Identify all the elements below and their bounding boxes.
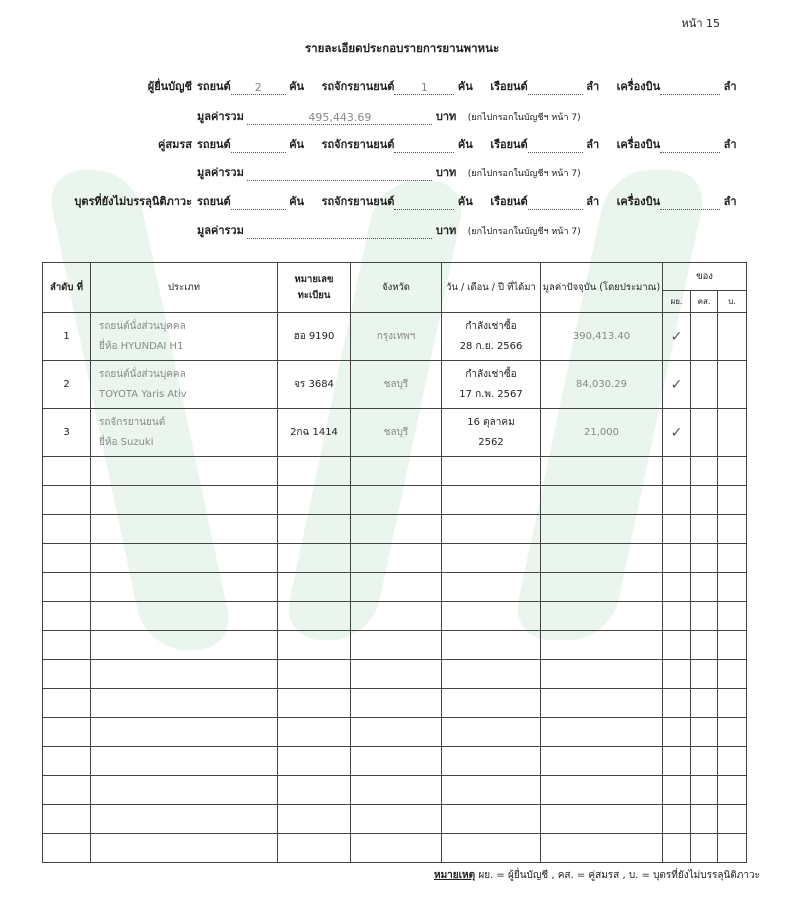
label-unit: คัน <box>457 138 473 151</box>
empty-cell <box>718 573 747 602</box>
label-baht: บาท <box>435 110 457 123</box>
brand-text: ยี่ห้อ Suzuki <box>99 436 154 448</box>
empty-cell <box>442 486 541 515</box>
empty-cell <box>541 602 663 631</box>
empty-cell <box>718 515 747 544</box>
empty-cell <box>442 747 541 776</box>
cell-plate: 2กฉ 1414 <box>278 409 351 457</box>
empty-cell <box>663 515 691 544</box>
plane-count-field[interactable] <box>660 197 720 210</box>
empty-cell <box>541 457 663 486</box>
empty-row <box>43 457 747 486</box>
empty-cell <box>718 602 747 631</box>
cell-owner-child <box>718 361 747 409</box>
empty-row <box>43 805 747 834</box>
empty-cell <box>351 834 442 863</box>
empty-cell <box>351 544 442 573</box>
empty-cell <box>541 544 663 573</box>
empty-cell <box>351 486 442 515</box>
empty-cell <box>691 689 718 718</box>
empty-cell <box>541 515 663 544</box>
empty-cell <box>351 718 442 747</box>
empty-cell <box>541 660 663 689</box>
empty-cell <box>91 631 278 660</box>
empty-cell <box>663 689 691 718</box>
empty-row <box>43 602 747 631</box>
boat-count-field[interactable] <box>528 140 583 153</box>
empty-cell <box>442 457 541 486</box>
cell-province: กรุงเทพฯ <box>351 313 442 361</box>
empty-cell <box>351 689 442 718</box>
type-text: รถยนต์นั่งส่วนบุคคล <box>99 368 186 380</box>
date-line: กำลังเช่าซื้อ <box>465 368 517 380</box>
car-count-field[interactable]: 2 <box>231 82 286 95</box>
header-date: วัน / เดือน / ปี ที่ได้มา <box>442 263 541 313</box>
empty-cell <box>91 776 278 805</box>
carry-note: (ยกไปกรอกในบัญชีฯ หน้า 7) <box>467 113 581 123</box>
empty-cell <box>278 689 351 718</box>
cell-type <box>91 361 278 409</box>
empty-cell <box>91 805 278 834</box>
empty-cell <box>43 544 91 573</box>
empty-row <box>43 834 747 863</box>
empty-cell <box>278 573 351 602</box>
empty-row <box>43 689 747 718</box>
group-counts <box>197 135 737 153</box>
date-line: 16 ตุลาคม <box>467 416 515 428</box>
empty-cell <box>442 660 541 689</box>
label-total: มูลค่ารวม <box>197 166 244 179</box>
label-unit: ลำ <box>723 138 737 151</box>
empty-cell <box>278 631 351 660</box>
header-province: จังหวัด <box>351 263 442 313</box>
empty-cell <box>351 573 442 602</box>
label-baht: บาท <box>435 224 457 237</box>
empty-row <box>43 631 747 660</box>
cell-type <box>91 313 278 361</box>
header-plate: หมายเลข ทะเบียน <box>278 263 351 313</box>
empty-cell <box>351 660 442 689</box>
footer-text: ผย. = ผู้ยื่นบัญชี , คส. = คู่สมรส , บ. = บุตรที่ยังไม่บรรลุนิติภาวะ <box>475 870 760 881</box>
motorcycle-count-field[interactable] <box>394 197 454 210</box>
boat-count-field[interactable] <box>528 82 583 95</box>
total-value-field[interactable]: 495,443.69 <box>247 112 432 125</box>
empty-cell <box>278 602 351 631</box>
header-owner-spouse: คส. <box>691 291 718 313</box>
empty-cell <box>442 805 541 834</box>
empty-cell <box>442 515 541 544</box>
label-unit: ลำ <box>723 195 737 208</box>
empty-row <box>43 776 747 805</box>
empty-cell <box>351 631 442 660</box>
empty-cell <box>43 834 91 863</box>
empty-cell <box>43 776 91 805</box>
empty-cell <box>91 486 278 515</box>
header-no: ลำดับ ที่ <box>43 263 91 313</box>
empty-cell <box>691 573 718 602</box>
label-unit: คัน <box>457 195 473 208</box>
label-unit: ลำ <box>586 80 600 93</box>
label-plane: เครื่องบิน <box>616 80 661 93</box>
empty-cell <box>43 631 91 660</box>
header-type: ประเภท <box>91 263 278 313</box>
cell-date <box>442 409 541 457</box>
table-row <box>43 409 747 457</box>
empty-cell <box>351 776 442 805</box>
total-value-field[interactable] <box>247 226 432 239</box>
empty-cell <box>718 660 747 689</box>
empty-cell <box>43 718 91 747</box>
empty-cell <box>663 747 691 776</box>
type-text: รถจักรยานยนต์ <box>99 416 166 428</box>
empty-cell <box>691 544 718 573</box>
empty-cell <box>691 457 718 486</box>
label-boat: เรือยนต์ <box>490 195 528 208</box>
empty-cell <box>663 631 691 660</box>
boat-count-field[interactable] <box>528 197 583 210</box>
empty-cell <box>43 747 91 776</box>
empty-cell <box>541 805 663 834</box>
label-plane: เครื่องบิน <box>616 195 661 208</box>
empty-cell <box>351 805 442 834</box>
cell-owner-child <box>718 313 747 361</box>
empty-cell <box>541 486 663 515</box>
carry-note: (ยกไปกรอกในบัญชีฯ หน้า 7) <box>467 227 581 237</box>
header-owner-self: ผย. <box>663 291 691 313</box>
label-car: รถยนต์ <box>197 138 231 151</box>
footer-label: หมายเหตุ <box>433 870 476 881</box>
empty-cell <box>691 776 718 805</box>
empty-cell <box>718 805 747 834</box>
empty-cell <box>351 515 442 544</box>
empty-cell <box>442 573 541 602</box>
empty-cell <box>691 747 718 776</box>
check-icon: ✓ <box>663 409 691 457</box>
empty-cell <box>442 776 541 805</box>
empty-cell <box>691 486 718 515</box>
date-line: 17 ก.พ. 2567 <box>459 388 523 400</box>
empty-cell <box>691 631 718 660</box>
empty-cell <box>278 486 351 515</box>
label-boat: เรือยนต์ <box>490 138 528 151</box>
empty-cell <box>663 660 691 689</box>
empty-cell <box>91 602 278 631</box>
cell-owner-spouse <box>691 409 718 457</box>
empty-cell <box>663 718 691 747</box>
empty-cell <box>691 515 718 544</box>
empty-cell <box>351 457 442 486</box>
empty-cell <box>43 486 91 515</box>
cell-date <box>442 361 541 409</box>
group-total <box>197 163 581 181</box>
empty-cell <box>91 544 278 573</box>
cell-value: 84,030.29 <box>541 361 663 409</box>
cell-owner-spouse <box>691 361 718 409</box>
cell-type <box>91 409 278 457</box>
empty-cell <box>91 660 278 689</box>
cell-province: ชลบุรี <box>351 361 442 409</box>
empty-cell <box>691 718 718 747</box>
empty-cell <box>91 834 278 863</box>
empty-cell <box>718 689 747 718</box>
empty-row <box>43 486 747 515</box>
group-row: ผู้ยื่นบัญชี <box>147 80 192 93</box>
cell-value: 390,413.40 <box>541 313 663 361</box>
cell-plate: ฮอ 9190 <box>278 313 351 361</box>
empty-cell <box>43 689 91 718</box>
empty-cell <box>278 805 351 834</box>
empty-cell <box>663 602 691 631</box>
empty-cell <box>278 544 351 573</box>
date-line: กำลังเช่าซื้อ <box>465 320 517 332</box>
empty-cell <box>541 747 663 776</box>
cell-no: 2 <box>43 361 91 409</box>
empty-cell <box>663 776 691 805</box>
empty-cell <box>278 834 351 863</box>
label-unit: ลำ <box>723 80 737 93</box>
label-boat: เรือยนต์ <box>490 80 528 93</box>
empty-cell <box>351 747 442 776</box>
cell-owner-child <box>718 409 747 457</box>
empty-cell <box>663 544 691 573</box>
group-counts <box>197 77 737 95</box>
label-unit: คัน <box>289 195 305 208</box>
empty-cell <box>91 689 278 718</box>
empty-cell <box>278 776 351 805</box>
date-line: 28 ก.ย. 2566 <box>459 340 523 352</box>
empty-cell <box>541 573 663 602</box>
date-line: 2562 <box>478 436 504 448</box>
empty-cell <box>718 544 747 573</box>
empty-cell <box>442 602 541 631</box>
brand-text: TOYOTA Yaris Ativ <box>99 388 187 400</box>
label-unit: คัน <box>457 80 473 93</box>
empty-cell <box>691 805 718 834</box>
plane-count-field[interactable] <box>660 82 720 95</box>
cell-no: 1 <box>43 313 91 361</box>
empty-cell <box>691 834 718 863</box>
group-row: บุตรที่ยังไม่บรรลุนิติภาวะ <box>74 195 192 208</box>
motorcycle-count-field[interactable]: 1 <box>394 82 454 95</box>
empty-cell <box>91 457 278 486</box>
empty-cell <box>691 660 718 689</box>
label-motorcycle: รถจักรยานยนต์ <box>321 195 395 208</box>
empty-cell <box>91 515 278 544</box>
label-unit: ลำ <box>586 195 600 208</box>
table-row <box>43 313 747 361</box>
empty-cell <box>718 718 747 747</box>
label-motorcycle: รถจักรยานยนต์ <box>321 80 395 93</box>
cell-no: 3 <box>43 409 91 457</box>
total-value-field[interactable] <box>247 168 432 181</box>
group-row: คู่สมรส <box>158 138 192 151</box>
type-text: รถยนต์นั่งส่วนบุคคล <box>99 320 186 332</box>
empty-cell <box>442 834 541 863</box>
empty-cell <box>442 631 541 660</box>
label-plane: เครื่องบิน <box>616 138 661 151</box>
empty-cell <box>43 457 91 486</box>
cell-value: 21,000 <box>541 409 663 457</box>
group-total <box>197 221 581 239</box>
group-counts <box>197 192 737 210</box>
empty-cell <box>541 776 663 805</box>
check-icon: ✓ <box>663 313 691 361</box>
empty-cell <box>663 486 691 515</box>
footer-note <box>434 868 760 883</box>
empty-cell <box>541 834 663 863</box>
empty-row <box>43 544 747 573</box>
empty-cell <box>43 805 91 834</box>
header-owner: ของ <box>663 263 747 291</box>
table-row <box>43 361 747 409</box>
empty-cell <box>278 747 351 776</box>
plane-count-field[interactable] <box>660 140 720 153</box>
empty-cell <box>442 689 541 718</box>
empty-cell <box>91 573 278 602</box>
label-total: มูลค่ารวม <box>197 224 244 237</box>
empty-cell <box>278 457 351 486</box>
empty-cell <box>278 660 351 689</box>
empty-cell <box>442 718 541 747</box>
motorcycle-count-field[interactable] <box>394 140 454 153</box>
empty-cell <box>718 776 747 805</box>
empty-cell <box>718 631 747 660</box>
cell-plate: จร 3684 <box>278 361 351 409</box>
empty-cell <box>718 747 747 776</box>
empty-cell <box>718 834 747 863</box>
header-owner-child: บ. <box>718 291 747 313</box>
label-unit: คัน <box>289 138 305 151</box>
empty-cell <box>278 515 351 544</box>
page-number: หน้า 15 <box>681 17 720 30</box>
label-motorcycle: รถจักรยานยนต์ <box>321 138 395 151</box>
page-title: รายละเอียดประกอบรายการยานพาหนะ <box>305 41 500 55</box>
label-baht: บาท <box>435 166 457 179</box>
cell-province: ชลบุรี <box>351 409 442 457</box>
empty-cell <box>278 718 351 747</box>
empty-cell <box>541 718 663 747</box>
empty-cell <box>43 573 91 602</box>
vehicle-table <box>42 262 747 863</box>
cell-date <box>442 313 541 361</box>
empty-cell <box>91 718 278 747</box>
empty-cell <box>663 457 691 486</box>
empty-cell <box>541 631 663 660</box>
empty-cell <box>663 573 691 602</box>
empty-cell <box>43 602 91 631</box>
empty-row <box>43 747 747 776</box>
empty-cell <box>663 805 691 834</box>
cell-owner-spouse <box>691 313 718 361</box>
empty-cell <box>43 660 91 689</box>
header-value: มูลค่าปัจจุบัน (โดยประมาณ) <box>541 263 663 313</box>
label-car: รถยนต์ <box>197 195 231 208</box>
label-unit: ลำ <box>586 138 600 151</box>
carry-note: (ยกไปกรอกในบัญชีฯ หน้า 7) <box>467 169 581 179</box>
empty-cell <box>718 457 747 486</box>
empty-cell <box>663 834 691 863</box>
label-total: มูลค่ารวม <box>197 110 244 123</box>
empty-cell <box>442 544 541 573</box>
empty-cell <box>691 602 718 631</box>
empty-cell <box>91 747 278 776</box>
empty-cell <box>43 515 91 544</box>
label-unit: คัน <box>289 80 305 93</box>
empty-row <box>43 573 747 602</box>
empty-cell <box>351 602 442 631</box>
empty-cell <box>541 689 663 718</box>
car-count-field[interactable] <box>231 197 286 210</box>
group-total <box>197 107 581 125</box>
brand-text: ยี่ห้อ HYUNDAI H1 <box>99 340 184 352</box>
empty-row <box>43 660 747 689</box>
empty-cell <box>718 486 747 515</box>
empty-row <box>43 515 747 544</box>
check-icon: ✓ <box>663 361 691 409</box>
label-car: รถยนต์ <box>197 80 231 93</box>
empty-row <box>43 718 747 747</box>
car-count-field[interactable] <box>231 140 286 153</box>
